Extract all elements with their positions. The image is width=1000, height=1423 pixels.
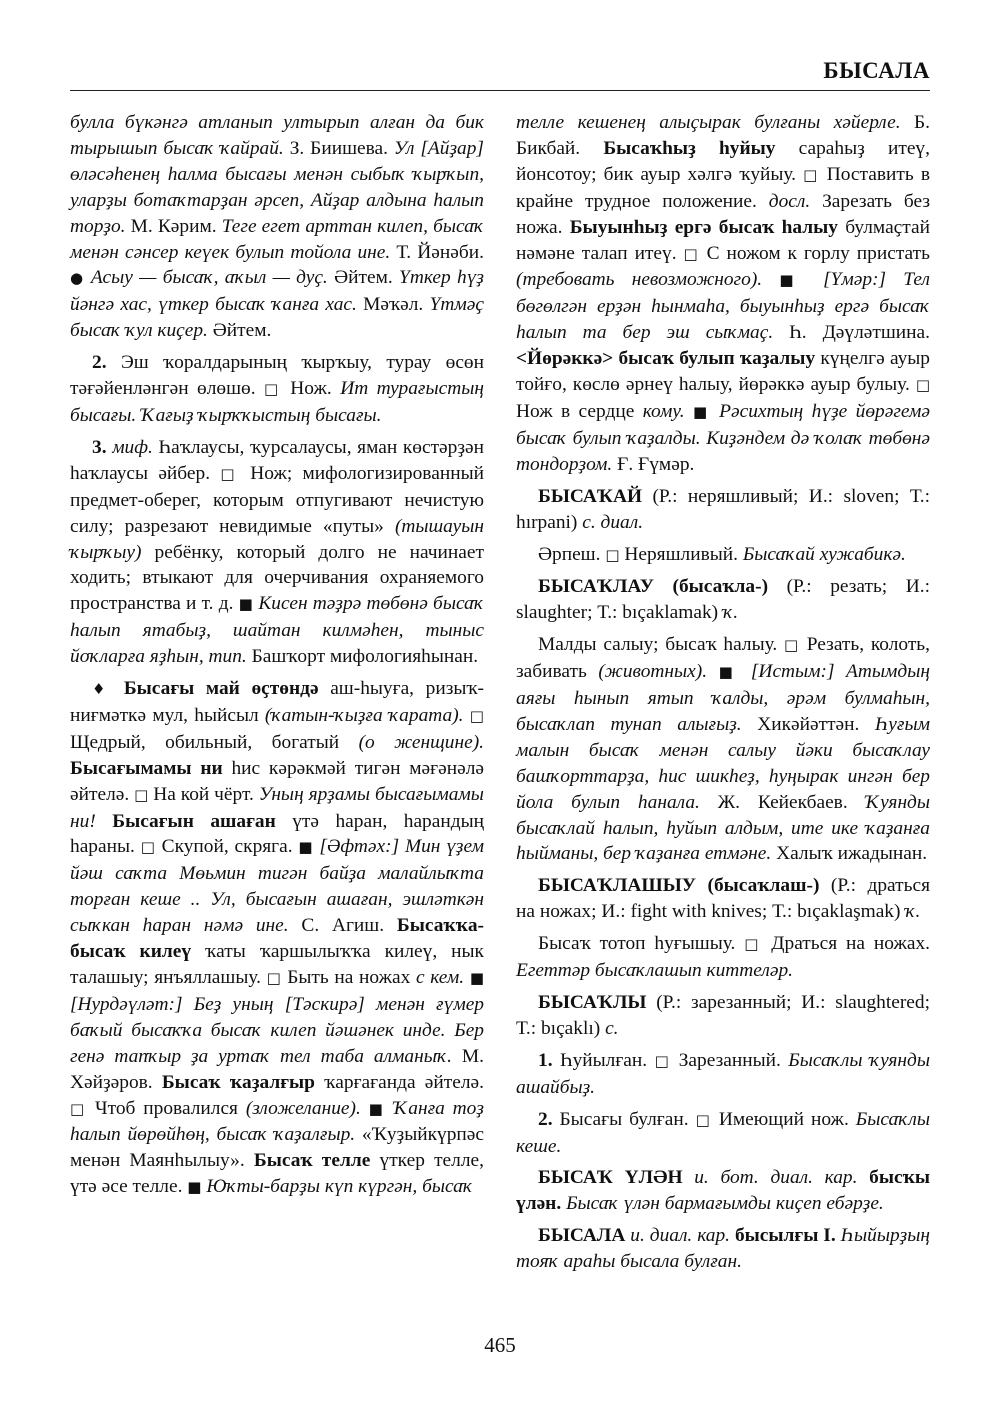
example-text: Кисен тәҙрә төбөнә бысаҡ һалып ятабыҙ, шайтан килмәһен, тыныс йоҡларға яҙһын, тип. — [70, 593, 484, 668]
paragraph-continuation — [70, 110, 484, 344]
cross-reference: бысылғы I. — [734, 1225, 836, 1247]
example-text: Ҡанға тоҙ һалып йөрөйһөң, бысаҡ ҡаҙалғыр. — [70, 1097, 484, 1146]
source-author: М. Кәрим. — [130, 215, 217, 237]
sense-number: 1. — [538, 1049, 553, 1071]
example-text: [Үмәр:] Тел бөгөлгән ерҙән һынмаһа, быуынһыҙ ергә бысаҡ һалып та бер эш сыҡмаҫ. — [516, 269, 930, 344]
entry-bysak-ulan — [516, 1165, 930, 1217]
source-author: Т. Йәнәби. — [396, 241, 484, 263]
right-column — [516, 110, 930, 1281]
example-text: Ҡуянды бысаҡлай һалып, һуйып алдым, ите ике ҡаҙанға һыйманы, бер ҡаҙанға етмәне. — [516, 791, 930, 865]
entry-bysakly — [516, 990, 930, 1042]
square-marker-icon: □ — [683, 244, 700, 263]
example-text: (тышауын ҡырҡыу) — [70, 515, 484, 563]
square-marker-icon: □ — [70, 1099, 88, 1118]
definition-text: аш-һыуға, ризыҡ-ниғмәткә мул, һыйсыл — [70, 678, 484, 726]
source-label: Әйтем. — [212, 320, 272, 342]
definition-text: Һаҡлаусы, ҡурсалаусы, яман көстәрҙән һаҡлаусы әйбер. — [70, 436, 484, 484]
source-author: М. Хәйҙәров. — [70, 1045, 484, 1093]
phrase-headword: <Йөрәккә> бысаҡ булып ҡаҙалыу — [516, 348, 816, 370]
square-marker-icon: □ — [695, 1110, 712, 1129]
square-marker-icon: □ — [140, 838, 156, 857]
phrase-headword: Быуынһыҙ ергә бысаҡ һалыу — [569, 216, 838, 238]
translation-text: Резать, колоть, забивать — [516, 634, 930, 683]
translation-text: С ножом к горлу пристать — [706, 242, 930, 264]
square-marker-icon: □ — [783, 636, 801, 655]
entry-bysaklashyu-def — [516, 931, 930, 984]
usage-note: (требовать невозможного). — [516, 269, 763, 291]
entry-bysaklashyu — [516, 873, 930, 925]
usage-note: с кем. — [415, 967, 465, 988]
usage-note: (ҡатын-ҡыҙға ҡарата). — [264, 704, 464, 726]
square-marker-icon: □ — [264, 380, 282, 399]
black-square-icon: ■ — [368, 1099, 386, 1118]
square-marker-icon: □ — [469, 706, 484, 725]
source-label: Мәҡәл. — [363, 294, 424, 316]
diamond-icon: ♦ — [92, 680, 113, 699]
example-text: булла бүкәнгә атланып ултырып алған да бик тырышып бысаҡ ҡайрай. — [70, 112, 484, 159]
phrase-headword: Бысаҡһыҙ һуйыу — [603, 137, 776, 159]
black-square-icon: ■ — [187, 1178, 202, 1197]
phrase-headword: Бысағымамы ни — [70, 757, 223, 779]
usage-note: (о женщине). — [358, 731, 484, 753]
entry-bysakay-def — [516, 542, 930, 569]
usage-note: кому. — [642, 400, 685, 422]
translation-text: Драться на ножах. — [771, 933, 930, 955]
translation-text: Зарезанный. — [678, 1049, 781, 1071]
grammar-label: ҡ. — [722, 602, 739, 624]
entry-headword: БЫСАЛА — [538, 1225, 626, 1247]
label-abbrev: досл. — [768, 190, 811, 212]
definition-text: күңелгә ауыр тойғо, көслө әрнеү һалыу, йөрәккә ауыр булыу. — [516, 348, 930, 396]
definition-text: үткер телле, үтә әсе телле. — [70, 1150, 484, 1198]
sense-3 — [70, 435, 484, 670]
translation-text: ребёнку, который долго не начинает ходить; втыкают для очерчивания охраняемого пространства и т. д. — [70, 541, 484, 615]
grammar-label: ҡ. — [905, 901, 921, 923]
square-marker-icon: □ — [744, 935, 763, 954]
grammar-label: и. бот. диал. кар. — [694, 1167, 858, 1189]
square-marker-icon: □ — [803, 165, 820, 184]
black-square-icon: ■ — [469, 969, 484, 987]
black-square-icon: ■ — [693, 402, 711, 421]
example-text: Егеттәр бысаҡлашып киттеләр. — [516, 960, 794, 982]
page-number: 465 — [484, 1333, 516, 1357]
translations: (Р.: резать; И.: slaughter; Т.: bıçaklamak) — [516, 576, 930, 624]
entry-headword: БЫСАҠЛЫ — [538, 992, 647, 1013]
square-marker-icon: □ — [266, 969, 282, 987]
entry-bysakay — [516, 484, 930, 536]
running-head: БЫСАЛА — [823, 58, 930, 83]
definition-text: сараһыҙ итеү, йонсотоу; бик ауыр хәлгә ҡуйыу. — [516, 137, 930, 185]
phrase-headword: Бысаҡ ҡаҙалғыр — [161, 1071, 315, 1093]
label-abbrev: миф. — [112, 436, 153, 458]
entry-bysala — [516, 1223, 930, 1275]
source-label: Башҡорт мифологияһынан. — [251, 646, 479, 668]
source-author: Б. Бикбай. — [516, 112, 930, 159]
entry-headword: БЫСАҠЛАШЫУ (бысаҡлаш-) — [538, 875, 820, 897]
definition-text: Һуйылған. — [559, 1049, 648, 1071]
definition-text: ҡаты ҡаршылыҡҡа килеү, нык талашыу; янъяллашыу. — [70, 941, 484, 988]
bullet-icon: ● — [70, 269, 85, 288]
phraseology-block — [70, 676, 484, 1201]
example-text: [Әфтәх:] Мин үҙем йәш саҡта Мөьмин тигән байҙа малайлыҡта торған кеше .. Ул, бысағын ашаған, эшләткән сыҡкан һаран нәмә ине. — [70, 836, 484, 937]
sense-2 — [70, 350, 484, 429]
example-text: [Истым:] Атымдың аяғы һынып ятып ҡалды, әрәм булмаһын, бысаҡлап тунап алығыҙ. — [516, 661, 930, 735]
source-author: Ғ. Ғүмәр. — [617, 453, 695, 475]
proverb-text: Асыу — бысаҡ, аҡыл — дуҫ. — [90, 267, 328, 289]
example-text: Бысаҡай хужабикә. — [742, 543, 906, 565]
translation-text: Зарезать без ножа. — [516, 190, 930, 238]
translations: (Р.: драться на ножах; И.: fight with knives; Т.: bıçaklaşmak) — [516, 875, 930, 923]
example-text: Һуғым малын бысаҡ менән салыу йәки бысаҡлау башҡорттарҙа, һис шикһеҙ, һуңырак ингән бер йола булып һанала. — [516, 713, 930, 813]
entry-bysaklau — [516, 574, 930, 626]
example-text: [Нурдәүләт:] Беҙ уның [Тәскирә] менән ғүмер баҡый бысаҡҡа бысаҡ килеп йәшәнек инде. Бер генә тапҡыр ҙа уртаҡ тел таба алманыҡ. — [70, 993, 484, 1067]
example-text: Һыйырҙың тояҡ араһы бысала булған. — [516, 1225, 930, 1273]
phrase-headword: Бысағы май өҫтөндә — [123, 678, 319, 700]
definition-text: ҡарғағанда әйтелә. — [324, 1071, 484, 1093]
square-marker-icon: □ — [915, 376, 930, 395]
translation-text: Скупой, скряга. — [161, 836, 293, 858]
black-square-icon: ■ — [238, 595, 254, 614]
grammar-label: с. диал. — [582, 511, 644, 533]
grammar-label: и. диал. кар. — [630, 1225, 731, 1247]
example-text: Ит турағыстың бысағы. Ҡағыҙ ҡырҡҡыстың бысағы. — [70, 378, 484, 426]
phrase-headword: Бысағын ашаған — [112, 810, 276, 832]
sense-number: 2. — [538, 1108, 553, 1130]
entry-bysakly-sense-1 — [516, 1048, 930, 1101]
translation-text: На кой чёрт. — [153, 783, 254, 805]
example-text: Юҡты-барҙы күп күргән, бысаҡ — [206, 1176, 474, 1198]
example-text: Уның ярҙамы бысағымамы ни! — [70, 783, 484, 832]
proverb-text: Үтмәҫ бысаҡ ҡул киҫер. — [70, 294, 484, 342]
left-column — [70, 110, 484, 1207]
sense-number: 3. — [92, 436, 107, 458]
translation-text: Нож. — [290, 378, 332, 400]
usage-note: (зложелание). — [245, 1097, 361, 1119]
example-text: Рәсихтың һүҙе йөрәгемә бысаҡ булып ҡаҙалды. Киҙәндем дә ҡолаҡ төбөнә тондорҙом. — [516, 400, 931, 475]
proverb-text: Үткер һүҙ йәнгә хас, үткер бысаҡ ҡанға хас. — [70, 267, 484, 316]
paragraph-continuation — [516, 110, 930, 478]
source-author: Һ. Дәүләтшина. — [789, 322, 930, 344]
definition-text: булмаҫтай нәмәне талап итеү. — [516, 216, 930, 264]
translations: (Р.: зарезанный; И.: slaughtered; Т.: bıçaklı) — [516, 992, 930, 1039]
source-label: Халыҡ ижадынан. — [776, 843, 928, 865]
source-author: З. Биишева. — [289, 137, 388, 159]
square-marker-icon: □ — [654, 1051, 672, 1070]
entry-headword: БЫСАҠ ҮЛӘН — [538, 1167, 683, 1189]
black-square-icon: ■ — [718, 663, 740, 682]
translation-text: Имеющий нож. — [718, 1108, 849, 1130]
example-text: телле кешенең алыҫырак булғаны хәйерле. — [516, 112, 901, 133]
sense-number: 2. — [92, 352, 107, 374]
translation-text: Чтоб провалился — [95, 1097, 238, 1119]
example-text: Бысаҡлы ҡуянды ашайбыҙ. — [516, 1049, 930, 1098]
example-text: Ул [Айҙар] өләсәһенең һалма бысағы менән сыбыҡ ҡырҡып, уларҙы ботаҡтарҙан әрсеп, Айҙар алдына һалып торҙо. — [70, 137, 484, 237]
square-marker-icon: □ — [605, 545, 620, 564]
translation-text: Нож в сердце — [516, 400, 635, 422]
entry-bysaklau-def — [516, 632, 930, 867]
definition-text: Малды салыу; бысаҡ һалыу. — [538, 634, 778, 656]
entry-headword: БЫСАҠЛАУ (бысаҡла-) — [538, 576, 769, 598]
grammar-label: с. — [605, 1017, 619, 1039]
example-text: Теге егет арттан килеп, бысаҡ менән сәнсер кеүек булып тойола ине. — [70, 215, 484, 263]
square-marker-icon: □ — [220, 464, 240, 483]
definition-text: һис кәрәкмәй тигән мәғәнәлә әйтелә. — [70, 757, 484, 805]
source-author: С. Агиш. — [301, 915, 385, 937]
source-label: Әйтем. — [334, 267, 393, 289]
definition-text: үтә һаран, һарандың һараны. — [70, 810, 484, 858]
usage-note: (животных). — [598, 661, 708, 683]
translations: (Р.: неряшливый; И.: sloven; Т.: hırpani) — [516, 485, 930, 533]
source-author: Ж. Кейекбаев. — [717, 791, 848, 813]
source-label: «Ҡуҙыйкүрпәс менән Маянһылыу». — [70, 1124, 484, 1172]
cross-reference: бысҡы үлән. — [516, 1167, 930, 1215]
square-marker-icon: □ — [134, 785, 149, 804]
translation-text: Поставить в крайне трудное положение. — [516, 163, 930, 212]
black-square-icon: ■ — [779, 271, 806, 290]
definition-text: Эш ҡоралдарының ҡырҡыу, турау өсөн тәғәйенләнгән өлөшө. — [70, 352, 484, 400]
source-label: Хикәйәттән. — [757, 713, 860, 735]
black-square-icon: ■ — [298, 838, 314, 857]
phrase-headword: Бысаҡҡа-бысаҡ килеү — [70, 915, 484, 963]
definition-text: Бысаҡ тотоп һуғышыу. — [538, 933, 736, 955]
translation-text: Неряшливый. — [624, 543, 738, 565]
translation-text: Быть на ножах — [287, 967, 411, 988]
translation-text: Щедрый, обильный, богатый — [70, 731, 340, 753]
entry-headword: БЫСАҠАЙ — [538, 485, 643, 507]
translation-text: Нож; мифологизированный предмет-оберег, которым отпугивают нечистую силу; разрезают невидимые «путы» — [70, 462, 484, 537]
entry-bysakly-sense-2 — [516, 1107, 930, 1160]
example-text: Бысаҡлы кеше. — [516, 1108, 930, 1157]
definition-text: Әрпеш. — [538, 543, 601, 565]
phrase-headword: Бысаҡ телле — [253, 1150, 371, 1172]
header-rule — [70, 90, 930, 91]
definition-text: Бысағы булған. — [559, 1108, 689, 1130]
example-text: Бысаҡ үлән бармағымды киҫеп ебәрҙе. — [566, 1193, 884, 1215]
